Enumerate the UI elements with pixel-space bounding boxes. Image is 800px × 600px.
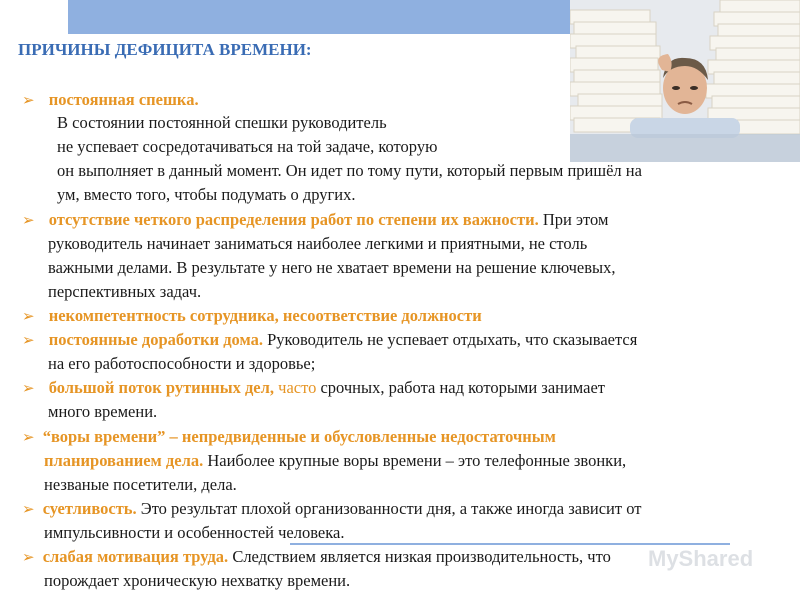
item-text: Руководитель не успевает отдыхать, что сказывается — [263, 330, 638, 349]
item-heading: “воры времени” – непредвиденные и обусловленные недостаточным — [42, 427, 556, 446]
arrowhead-bullet-icon: ➢ — [22, 430, 35, 446]
item-heading: постоянные доработки дома. — [48, 330, 263, 349]
item-text-line: руководитель начинает заниматься наиболее легкими и приятными, не столь — [48, 234, 588, 253]
item-text-accent: часто — [274, 378, 317, 397]
arrowhead-bullet-icon: ➢ — [22, 93, 35, 109]
list-item — [22, 378, 605, 399]
header-band — [68, 0, 570, 34]
arrowhead-bullet-icon: ➢ — [22, 502, 35, 518]
item-text-line: импульсивности и особенностей человека. — [44, 523, 345, 542]
item-text-line: незваные посетители, дела. — [44, 475, 237, 494]
item-text: Это результат плохой организованности дня, а также иногда зависит от — [136, 499, 642, 518]
item-text-line: перспективных задач. — [48, 282, 202, 301]
item-text: При этом — [538, 210, 609, 229]
item-text: Следствием является низкая производительность, что — [228, 547, 611, 566]
list-item — [22, 499, 641, 520]
arrowhead-bullet-icon: ➢ — [22, 213, 35, 229]
list-item — [22, 306, 482, 327]
arrowhead-bullet-icon: ➢ — [22, 550, 35, 566]
item-text-line: не успевает сосредотачиваться на той задаче, которую — [57, 137, 438, 156]
item-heading-cont: планированием дела. — [44, 451, 204, 470]
arrowhead-bullet-icon: ➢ — [22, 381, 35, 397]
item-heading: некомпетентность сотрудника, несоответствие должности — [48, 306, 482, 325]
arrowhead-bullet-icon: ➢ — [22, 309, 35, 325]
item-text-line — [44, 451, 626, 471]
list-item — [22, 90, 199, 111]
item-heading: большой поток рутинных дел, — [48, 378, 275, 397]
item-text-line: важными делами. В результате у него не хватает времени на решение ключевых, — [48, 258, 616, 277]
item-heading: отсутствие четкого распределения работ по степени их важности. — [48, 210, 539, 229]
stressed-man-paper-stacks-photo — [570, 0, 800, 162]
item-text-line: он выполняет в данный момент. Он идет по тому пути, который первым пришёл на — [57, 161, 642, 180]
list-item — [22, 427, 556, 448]
item-heading: суетливость. — [42, 499, 137, 518]
item-heading: слабая мотивация труда. — [42, 547, 229, 566]
slide-title: ПРИЧИНЫ ДЕФИЦИТА ВРЕМЕНИ: — [18, 40, 312, 59]
list-item — [22, 210, 608, 231]
item-text-line: на его работоспособности и здоровье; — [48, 354, 316, 373]
item-text: Наиболее крупные воры времени – это телефонные звонки, — [203, 451, 627, 470]
item-heading: постоянная спешка. — [48, 90, 199, 109]
item-text-line: много времени. — [48, 402, 158, 421]
watermark-logo: MyShared — [648, 546, 754, 571]
item-text: срочных, работа над которыми занимает — [316, 378, 605, 397]
bottom-divider — [290, 543, 730, 545]
item-text-line: ум, вместо того, чтобы подумать о других. — [57, 185, 356, 204]
arrowhead-bullet-icon: ➢ — [22, 333, 35, 349]
item-text-line: порождает хроническую нехватку времени. — [44, 571, 351, 590]
item-text-line: В состоянии постоянной спешки руководитель — [57, 113, 387, 132]
list-item — [22, 547, 611, 568]
list-item — [22, 330, 637, 351]
